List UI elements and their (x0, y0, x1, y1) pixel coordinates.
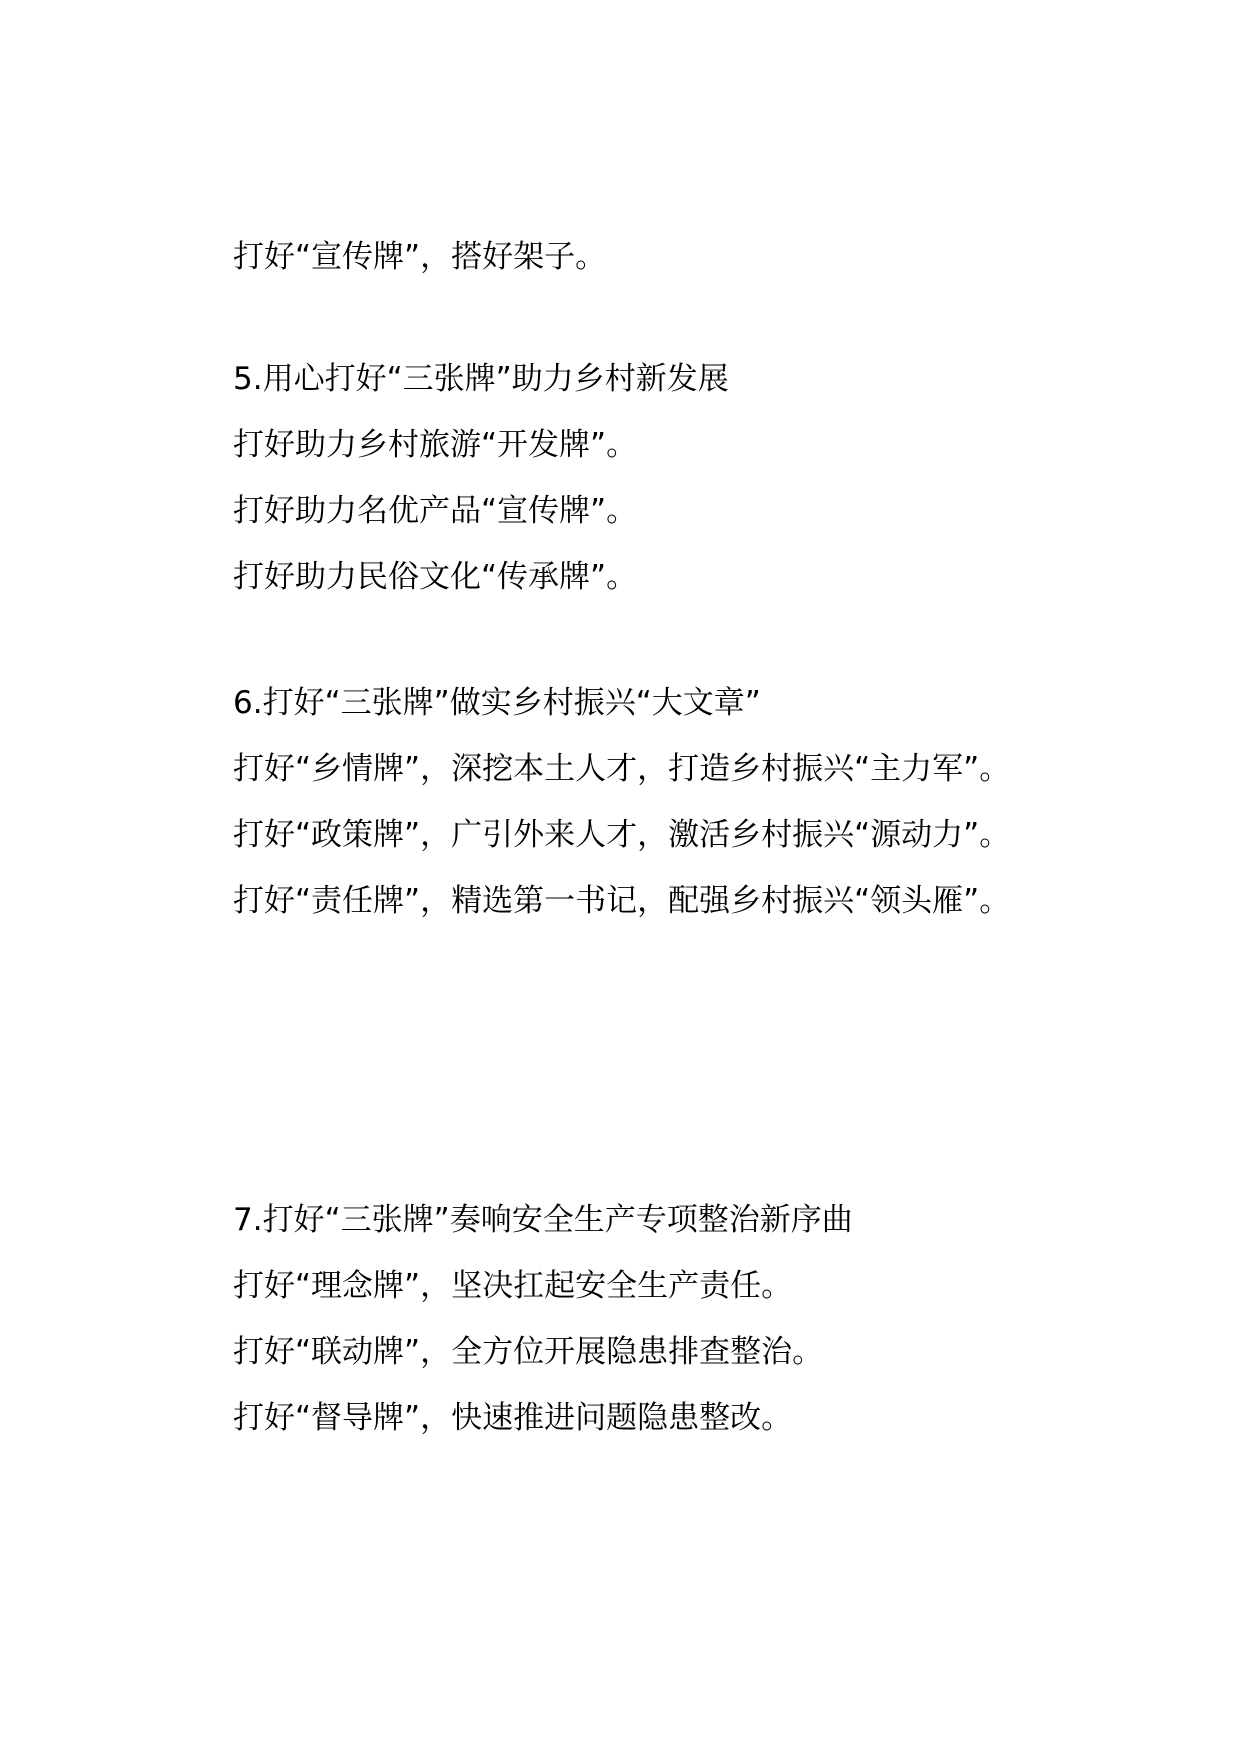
intro-line: 打好“宣传牌”，搭好架子。 (233, 239, 607, 275)
intro-block (167, 224, 1097, 290)
section-6-item: 打好“政策牌”，广引外来人才，激活乡村振兴“源动力”。 (233, 817, 1011, 853)
section-6-item: 打好“乡情牌”，深挖本土人才，打造乡村振兴“主力军”。 (233, 751, 1011, 787)
section-5 (167, 346, 1097, 610)
section-7-item: 打好“联动牌”，全方位开展隐患排查整治。 (233, 1334, 824, 1370)
section-7 (167, 1187, 1097, 1451)
section-5-heading: 5.用心打好“三张牌”助力乡村新发展 (233, 361, 729, 397)
section-7-item: 打好“理念牌”，坚决扛起安全生产责任。 (233, 1268, 793, 1304)
section-6 (167, 670, 1097, 934)
section-7-item: 打好“督导牌”，快速推进问题隐患整改。 (233, 1400, 793, 1436)
section-7-heading: 7.打好“三张牌”奏响安全生产专项整治新序曲 (233, 1202, 853, 1238)
section-5-item: 打好助力民俗文化“传承牌”。 (233, 559, 638, 595)
section-5-item: 打好助力名优产品“宣传牌”。 (233, 493, 638, 529)
section-6-heading: 6.打好“三张牌”做实乡村振兴“大文章” (233, 685, 761, 721)
section-6-item: 打好“责任牌”，精选第一书记，配强乡村振兴“领头雁”。 (233, 883, 1011, 919)
section-5-item: 打好助力乡村旅游“开发牌”。 (233, 427, 638, 463)
